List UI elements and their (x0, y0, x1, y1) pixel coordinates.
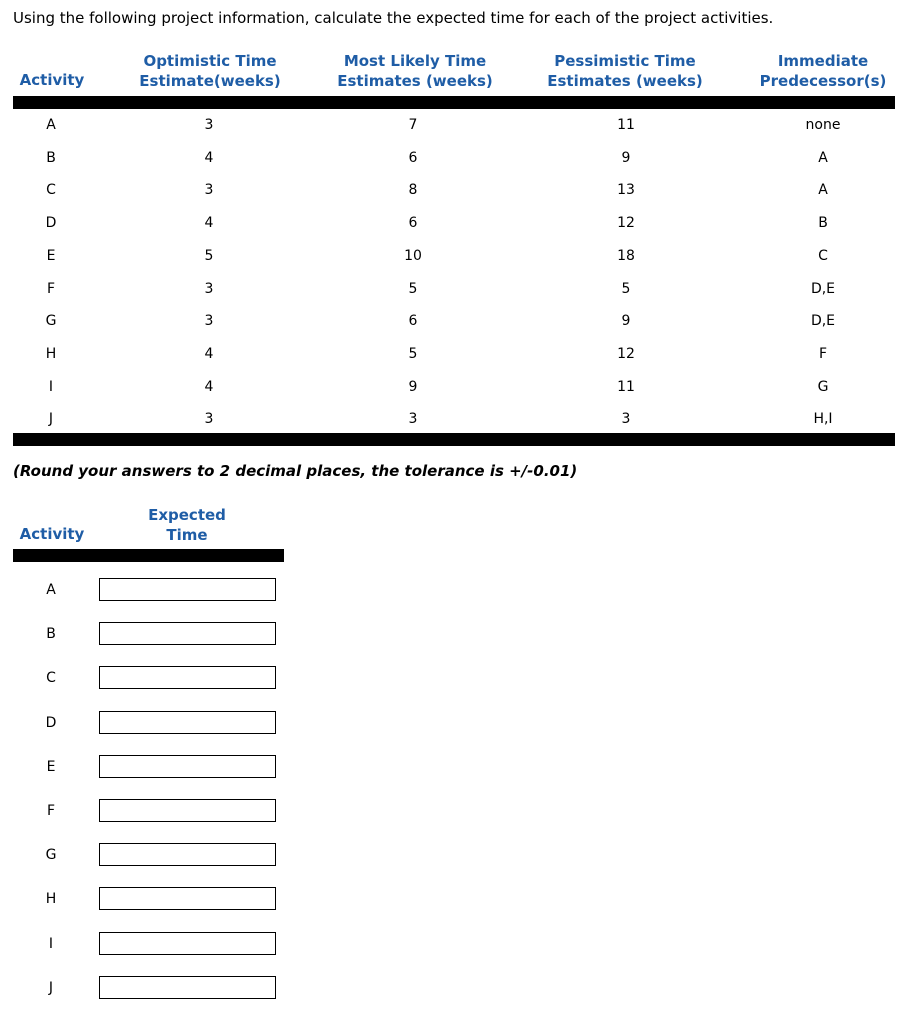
table-cell-likely: 6 (408, 149, 418, 166)
table-cell-optimistic: 3 (204, 280, 214, 297)
table-cell-activity: B (46, 149, 56, 166)
answer-activity-label: A (46, 582, 56, 598)
table-cell-likely: 5 (408, 345, 418, 362)
answer-activity-label: E (46, 758, 56, 775)
expected-time-input-b[interactable] (99, 622, 276, 645)
expected-time-input-d[interactable] (99, 711, 276, 734)
table-cell-likely: 9 (408, 378, 418, 395)
answer-activity-label: D (45, 714, 57, 731)
table-cell-optimistic: 4 (204, 215, 214, 232)
table-cell-pessimistic: 9 (621, 149, 631, 166)
table-cell-optimistic: 3 (204, 313, 214, 330)
expected-time-input-e[interactable] (99, 755, 276, 778)
answer-header-rule (13, 549, 284, 562)
table-cell-activity: C (46, 182, 56, 199)
table-cell-likely: 8 (408, 182, 418, 199)
expected-time-input-g[interactable] (99, 843, 276, 866)
answer-activity-label: H (45, 891, 57, 908)
table-cell-optimistic: 4 (204, 345, 214, 362)
answer-activity-label: J (48, 979, 54, 996)
rounding-note: (Round your answers to 2 decimal places, the tolerance is +/-0.01) (13, 462, 578, 480)
table-cell-activity: I (48, 378, 54, 395)
table-cell-pessimistic: 18 (617, 247, 635, 264)
table-cell-predecessors: H,I (813, 411, 833, 428)
table-cell-activity: E (46, 247, 56, 264)
question-intro: Using the following project information, calculate the expected time for each of the project activities. (13, 9, 774, 27)
table-cell-activity: G (45, 313, 57, 330)
table-cell-optimistic: 3 (204, 411, 214, 428)
table-cell-pessimistic: 11 (617, 117, 635, 133)
table-cell-likely: 7 (408, 117, 418, 133)
expected-time-input-i[interactable] (99, 932, 276, 955)
expected-time-input-c[interactable] (99, 666, 276, 689)
table-footer-rule (13, 433, 895, 446)
header-predecessors: Immediate Predecessor(s) (759, 52, 887, 90)
table-cell-likely: 6 (408, 313, 418, 330)
answer-activity-label: I (48, 935, 54, 952)
answer-header-expected-time: Expected Time (148, 506, 226, 544)
table-cell-activity: D (45, 215, 57, 232)
answer-activity-label: C (46, 670, 56, 687)
table-cell-pessimistic: 3 (621, 411, 631, 428)
table-cell-pessimistic: 13 (617, 182, 635, 199)
table-cell-likely: 6 (408, 215, 418, 232)
table-cell-predecessors: none (805, 117, 841, 133)
table-cell-predecessors: C (818, 247, 828, 264)
expected-time-input-j[interactable] (99, 976, 276, 999)
table-cell-pessimistic: 12 (617, 345, 635, 362)
answer-activity-label: F (46, 803, 56, 819)
table-cell-optimistic: 4 (204, 149, 214, 166)
header-activity: Activity (19, 71, 85, 89)
expected-time-input-a[interactable] (99, 578, 276, 601)
header-most-likely: Most Likely Time Estimates (weeks) (337, 52, 493, 90)
answer-activity-label: B (46, 626, 56, 643)
table-cell-predecessors: G (817, 378, 829, 395)
table-cell-likely: 10 (404, 247, 422, 264)
table-header-rule (13, 96, 895, 109)
expected-time-input-h[interactable] (99, 887, 276, 910)
table-cell-optimistic: 3 (204, 117, 214, 133)
header-pessimistic: Pessimistic Time Estimates (weeks) (547, 52, 703, 90)
table-cell-predecessors: A (818, 182, 828, 199)
table-cell-optimistic: 5 (204, 247, 214, 264)
expected-time-input-f[interactable] (99, 799, 276, 822)
table-cell-predecessors: B (818, 215, 828, 232)
table-cell-pessimistic: 11 (617, 378, 635, 395)
table-cell-likely: 3 (408, 411, 418, 428)
table-cell-predecessors: A (818, 149, 828, 166)
table-cell-activity: H (45, 345, 57, 362)
table-cell-predecessors: D,E (810, 280, 836, 297)
table-cell-predecessors: F (818, 345, 828, 362)
answer-activity-label: G (45, 847, 57, 864)
table-cell-activity: A (46, 117, 56, 133)
table-cell-optimistic: 4 (204, 378, 214, 395)
answer-header-activity: Activity (19, 525, 85, 543)
table-cell-activity: J (48, 411, 54, 428)
table-cell-activity: F (46, 280, 56, 297)
header-optimistic: Optimistic Time Estimate(weeks) (139, 52, 281, 90)
table-cell-pessimistic: 12 (617, 215, 635, 232)
table-cell-pessimistic: 5 (621, 280, 631, 297)
table-cell-likely: 5 (408, 280, 418, 297)
table-cell-pessimistic: 9 (621, 313, 631, 330)
table-cell-optimistic: 3 (204, 182, 214, 199)
table-cell-predecessors: D,E (810, 313, 836, 330)
